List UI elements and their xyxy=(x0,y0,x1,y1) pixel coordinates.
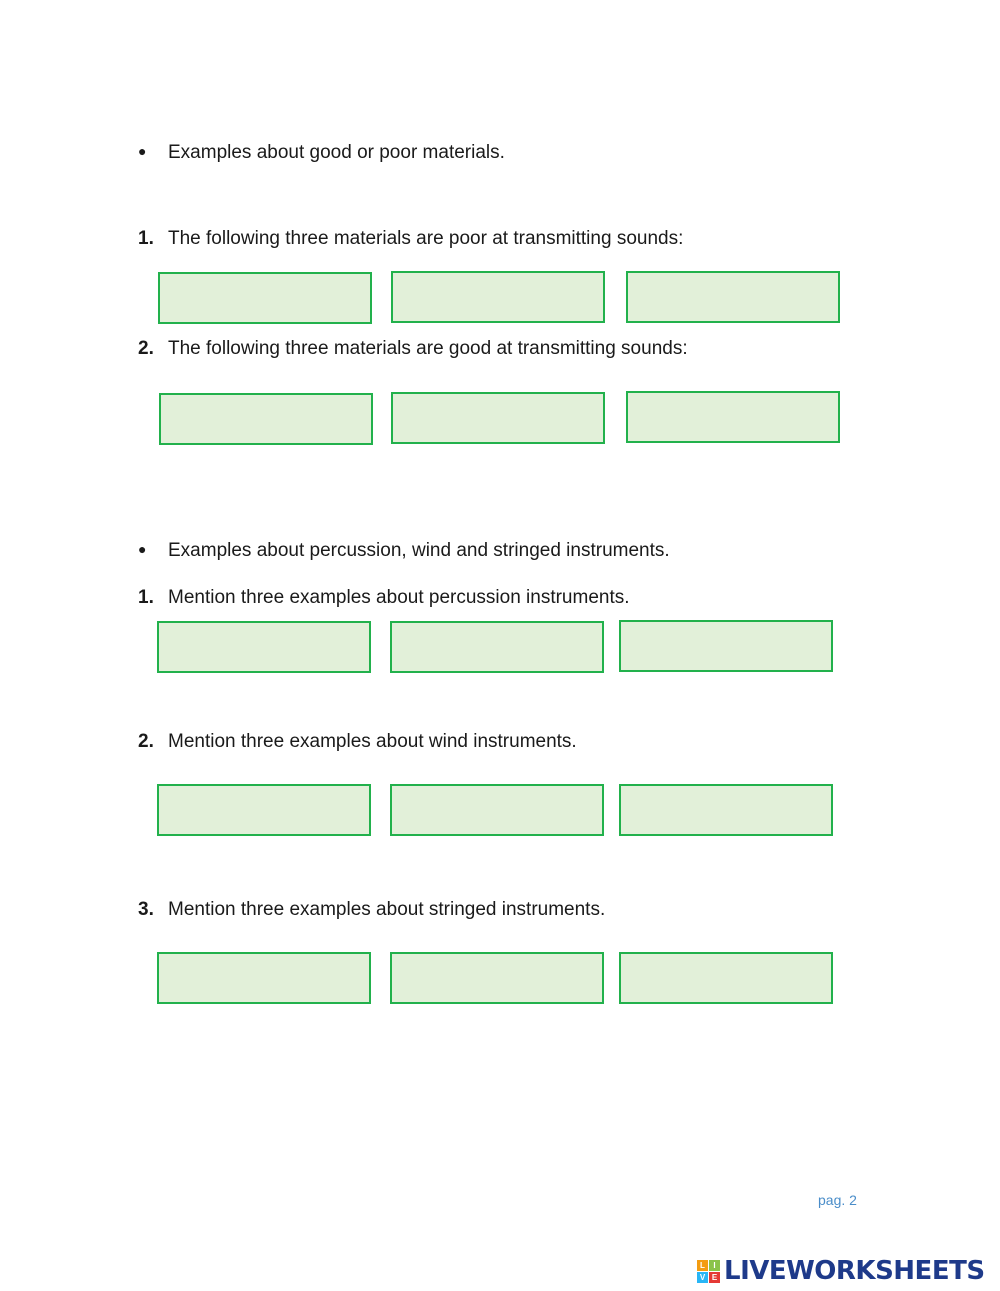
section2-question-2 xyxy=(138,730,577,754)
section1-question-2 xyxy=(138,337,688,361)
answer-box-percussion-2[interactable] xyxy=(390,621,604,673)
section1-heading-text: Examples about good or poor materials. xyxy=(168,142,505,163)
question-text: Mention three examples about percussion instruments. xyxy=(168,587,630,608)
section2-heading-text: Examples about percussion, wind and stringed instruments. xyxy=(168,540,670,561)
question-number: 3. xyxy=(138,899,154,920)
answer-box-wind-2[interactable] xyxy=(390,784,604,836)
answer-box-stringed-2[interactable] xyxy=(390,952,604,1004)
answer-box-good-3[interactable] xyxy=(626,391,840,443)
section2-question-1 xyxy=(138,586,630,610)
section2-heading xyxy=(138,537,670,563)
logo-block: I xyxy=(709,1260,720,1271)
section2-question-3 xyxy=(138,898,605,922)
answer-box-stringed-3[interactable] xyxy=(619,952,833,1004)
logo-block: V xyxy=(697,1272,708,1283)
answer-box-good-2[interactable] xyxy=(391,392,605,444)
page-number: pag. 2 xyxy=(818,1192,857,1208)
answer-box-wind-3[interactable] xyxy=(619,784,833,836)
question-number: 2. xyxy=(138,731,154,752)
answer-box-good-1[interactable] xyxy=(159,393,373,445)
question-text: The following three materials are good at transmitting sounds: xyxy=(168,338,688,359)
question-number: 1. xyxy=(138,587,154,608)
question-text: The following three materials are poor at transmitting sounds: xyxy=(168,228,684,249)
logo-block: E xyxy=(709,1272,720,1283)
answer-box-percussion-1[interactable] xyxy=(157,621,371,673)
answer-box-poor-2[interactable] xyxy=(391,271,605,323)
question-number: 1. xyxy=(138,228,154,249)
section1-question-1 xyxy=(138,227,683,251)
liveworksheets-logo xyxy=(697,1256,985,1286)
answer-box-poor-1[interactable] xyxy=(158,272,372,324)
bullet-icon: ● xyxy=(138,143,147,159)
logo-block: L xyxy=(697,1260,708,1271)
answer-box-wind-1[interactable] xyxy=(157,784,371,836)
question-text: Mention three examples about wind instruments. xyxy=(168,731,577,752)
logo-text: LIVEWORKSHEETS xyxy=(724,1256,985,1286)
answer-box-poor-3[interactable] xyxy=(626,271,840,323)
answer-box-percussion-3[interactable] xyxy=(619,620,833,672)
answer-box-stringed-1[interactable] xyxy=(157,952,371,1004)
question-text: Mention three examples about stringed instruments. xyxy=(168,899,606,920)
question-number: 2. xyxy=(138,338,154,359)
bullet-icon: ● xyxy=(138,541,147,557)
logo-blocks-icon xyxy=(697,1260,720,1283)
section1-heading xyxy=(138,139,505,165)
